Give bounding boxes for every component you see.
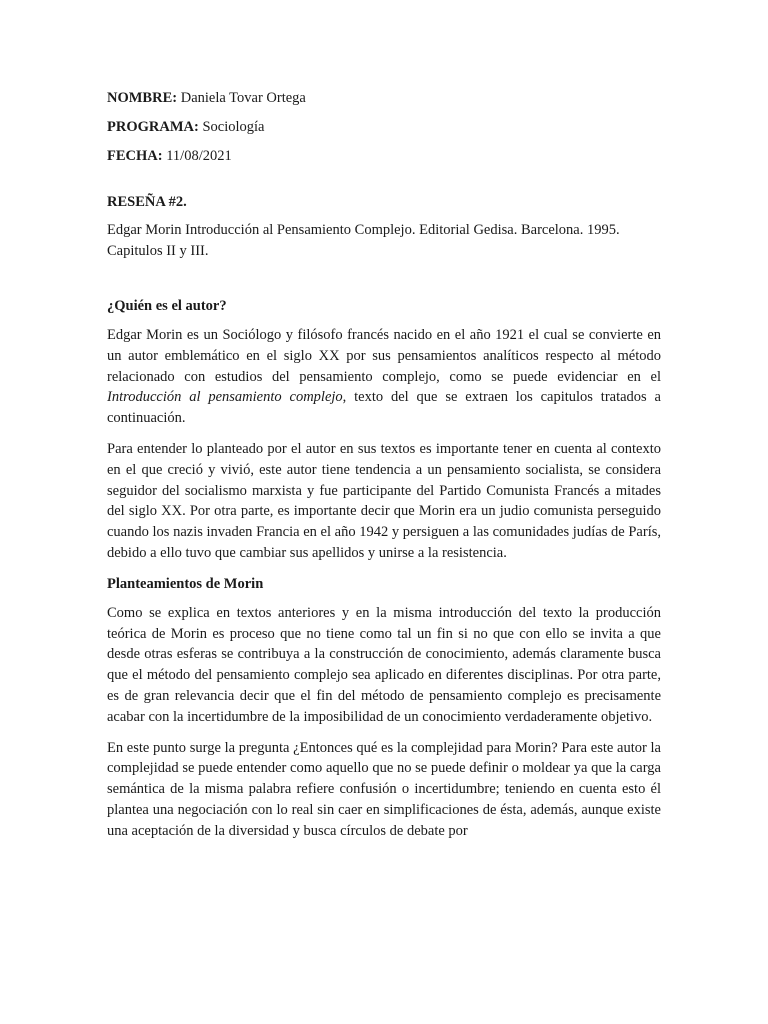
paragraph-autor-2: Para entender lo planteado por el autor en sus textos es importante tener en cuenta al contexto en el que creció y vivió, este autor tiene tendencia a un pensamiento socialista, se considera seguidor del socialismo marxista y fue participante del Partido Comunista Francés a mitades del siglo XX. Por otra parte, es importante decir que Morin era un judio comunista perseguido cuando los nazis invaden Francia en el año 1942 y persiguen a las comunidades judías de París, debido a ello tuvo que cambiar sus apellidos y unirse a la resistencia. (107, 440, 661, 561)
fecha-line (107, 146, 661, 166)
fecha-value: 11/08/2021 (166, 148, 232, 164)
paragraph-autor-1 (107, 325, 661, 429)
section-heading-planteamientos: Planteamientos de Morin (107, 575, 264, 592)
programa-line (107, 117, 661, 137)
nombre-line (107, 88, 661, 108)
paragraph-planteamientos-1: Como se explica en textos anteriores y en la misma introducción del texto la producción teórica de Morin es proceso que no tiene como tal un fin si no que con ello se invita a que desde otras esferas se contribuya a la construcción de conocimiento, además claramente busca que el método del pensamiento complejo sea aplicado en diferentes disciplinas. Por otra parte, es de gran relevancia decir que el fin del método de pensamiento complejo es precisamente acabar con la incertidumbre de la imposibilidad de un conocimiento verdaderamente objetivo. (107, 604, 661, 725)
paragraph-text: , texto del que se extraen los capitulos tratados a continuación. (107, 389, 661, 427)
paragraph-text: Edgar Morin es un Sociólogo y filósofo francés nacido en el año 1921 el cual se convierte en un autor emblemático en el siglo XX por sus pensamientos analíticos respecto al método relacionado con estudios del pensamiento complejo, como se puede evidenciar en el (107, 327, 661, 385)
programa-value: Sociología (202, 119, 265, 135)
book-title-italic: Introducción al pensamiento complejo (107, 389, 343, 406)
document-page (107, 88, 661, 852)
resena-title: RESEÑA #2. (107, 194, 187, 210)
nombre-value: Daniela Tovar Ortega (180, 90, 306, 106)
header-block (107, 88, 661, 166)
programa-label: PROGRAMA: (107, 119, 199, 135)
nombre-label: NOMBRE: (107, 90, 178, 106)
bibliographic-reference: Edgar Morin Introducción al Pensamiento Complejo. Editorial Gedisa. Barcelona. 1995. Capitulos II y III. (107, 222, 620, 259)
paragraph-planteamientos-2: En este punto surge la pregunta ¿Entonces qué es la complejidad para Morin? Para este autor la complejidad se puede entender como aquello que no se puede definir o moldear ya que la carga semántica de la misma palabra refiere confusión o incertidumbre; teniendo en cuenta esto él plantea una negociación con lo real sin caer en simplificaciones de ésta, además, aunque existe una aceptación de la diversidad y busca círculos de debate por (107, 739, 661, 839)
fecha-label: FECHA: (107, 148, 163, 164)
section-heading-autor: ¿Quién es el autor? (107, 298, 227, 314)
